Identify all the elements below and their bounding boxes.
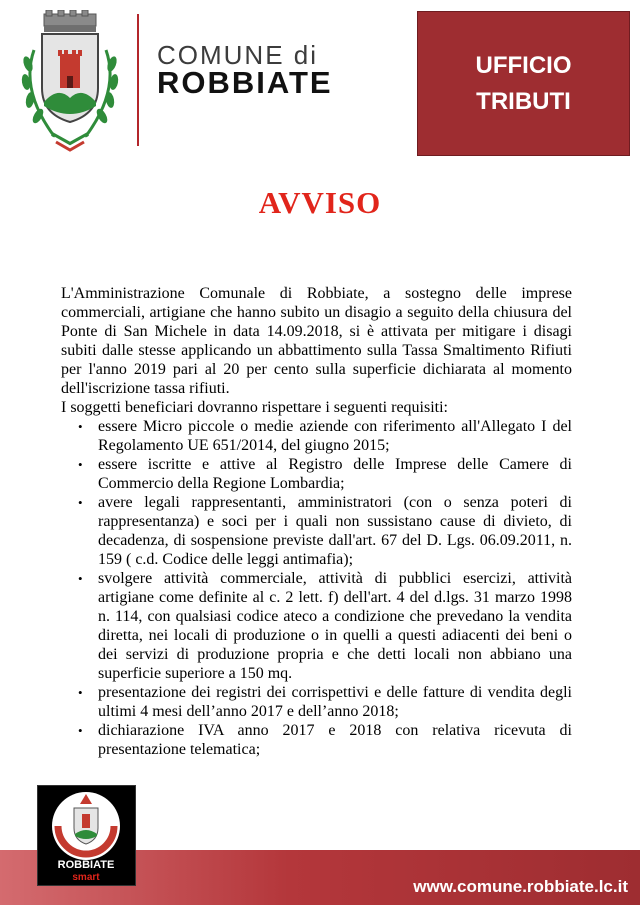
notice-intro: L'Amministrazione Comunale di Robbiate, a sostegno delle imprese commerciali, artigiane che hanno subito un disagio a seguito della chiusura del Ponte di San Michele in data 14.09.2018, si è attivata per mitigare i disagi subiti dalle stesse applicando un abbattimento sulla Tassa Smaltimento Rifiuti per l'anno 2019 pari al 20 per cento sulla superficie dichiarata al momento dell'iscrizione tassa rifiuti. xyxy=(61,285,572,397)
smart-logo-line-1: ROBBIATE xyxy=(57,859,115,871)
list-item: • essere iscritte e attive al Registro delle Imprese delle Camere di Commercio della Regione Lombardia; xyxy=(78,456,572,492)
town-crest-icon xyxy=(14,10,126,152)
bullet-icon: • xyxy=(78,685,83,700)
town-name: ROBBIATE xyxy=(157,65,333,100)
bullet-icon: • xyxy=(78,723,83,738)
website-link[interactable]: www.comune.robbiate.lc.it xyxy=(413,877,628,896)
robbiate-smart-logo xyxy=(37,785,136,886)
notice-body xyxy=(61,284,572,759)
list-item: • essere Micro piccole o medie aziende con riferimento all'Allegato I del Regolamento UE 651/2014, del giugno 2015; xyxy=(78,418,572,454)
comune-label: COMUNE di xyxy=(157,40,319,70)
header-divider xyxy=(137,14,139,146)
office-badge xyxy=(417,11,630,156)
bullet-icon: • xyxy=(78,495,83,510)
requirements-intro: I soggetti beneficiari dovranno rispettare i seguenti requisiti: xyxy=(61,399,448,416)
office-line-2: TRIBUTI xyxy=(476,87,571,115)
list-item: • svolgere attività commerciale, attività di pubblici esercizi, attività artigiane come definite al c. 2 lett. f) dell'art. 4 del d.lgs. 31 marzo 1998 n. 114, con qualsiasi codice ateco a condizione che prevedano la vendita diretta, nei locali di produzione o in quelli a questi adiacenti dei beni o dei servizi di produzione propria e che detti locali non abbiano una superficie superiore a 150 mq. xyxy=(78,570,572,682)
office-line-1: UFFICIO xyxy=(475,51,572,79)
smart-logo-line-2: smart xyxy=(72,872,100,883)
list-item: • presentazione dei registri dei corrispettivi e delle fatture di vendita degli ultimi 4 mesi dell’anno 2017 e dell’anno 2018; xyxy=(78,684,572,720)
bullet-icon: • xyxy=(78,457,83,472)
list-item: • avere legali rappresentanti, amministratori (con o senza poteri di rappresentanza) e soci per i quali non sussistano cause di divieto, di decadenza, di sospensione previste dall'art. 67 del D. Lgs. 06.09.2011, n. 159 ( c.d. Codice delle leggi antimafia); xyxy=(78,494,572,568)
bullet-icon: • xyxy=(78,419,83,434)
list-item: • dichiarazione IVA anno 2017 e 2018 con relativa ricevuta di presentazione telematica; xyxy=(78,722,572,758)
notice-title: AVVISO xyxy=(258,185,382,220)
bullet-icon: • xyxy=(78,571,83,586)
requirements-list xyxy=(61,417,572,759)
